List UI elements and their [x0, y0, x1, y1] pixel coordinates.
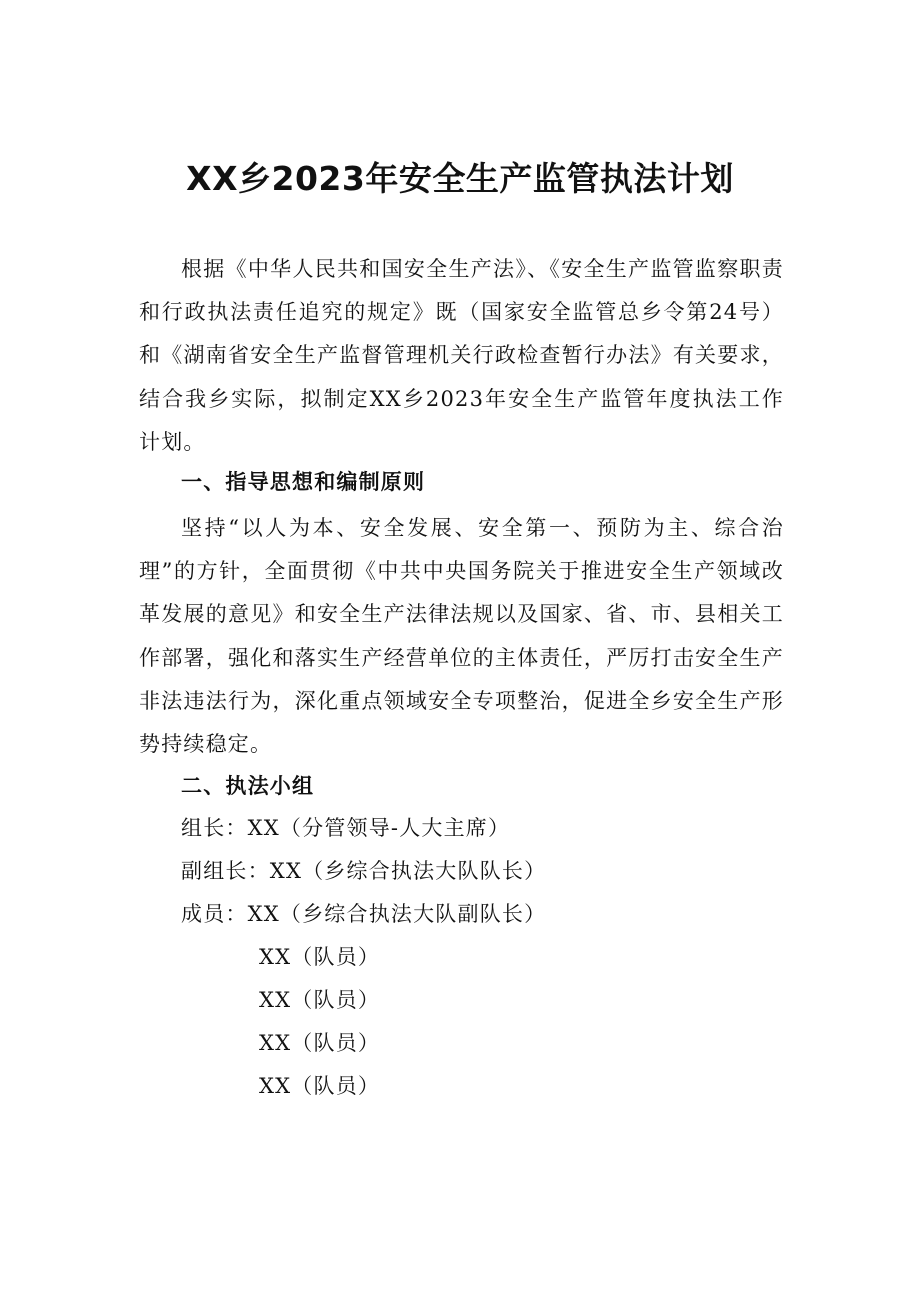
guiding-principles-paragraph: 坚持“以人为本、安全发展、安全第一、预防为主、综合治理”的方针，全面贯彻《中共中央国务院关于推进安全生产领域改革发展的意见》和安全生产法律法规以及国家、省、市、县相关工作部署，强化和落实生产经营单位的主体责任，严厉打击安全生产非法违法行为，深化重点领域安全专项整治，促进全乡安全生产形势持续稳定。 — [139, 516, 784, 757]
section-heading-guiding-principles: 一、指导思想和编制原则 — [181, 470, 426, 494]
section-heading-enforcement-team: 二、执法小组 — [181, 774, 315, 798]
intro-paragraph: 根据《中华人民共和国安全生产法》、《安全生产监管监察职责和行政执法责任追究的规定》既（国家安全监管总乡令第24号）和《湖南省安全生产监督管理机关行政检查暂行办法》有关要求，结合我乡实际，拟制定XX乡2023年安全生产监管年度执法工作计划。 — [139, 257, 784, 454]
team-leader-line: 组长：XX（分管领导-人大主席） — [181, 816, 511, 840]
team-member-line: XX（队员） — [259, 988, 381, 1012]
team-member-head-line: 成员：XX（乡综合执法大队副队长） — [181, 902, 547, 926]
team-deputy-line: 副组长：XX（乡综合执法大队队长） — [181, 859, 547, 883]
document-title: XX乡2023年安全生产监管执法计划 — [186, 159, 734, 198]
team-member-line: XX（队员） — [259, 1074, 381, 1098]
team-member-line: XX（队员） — [259, 1031, 381, 1055]
team-member-line: XX（队员） — [259, 945, 381, 969]
